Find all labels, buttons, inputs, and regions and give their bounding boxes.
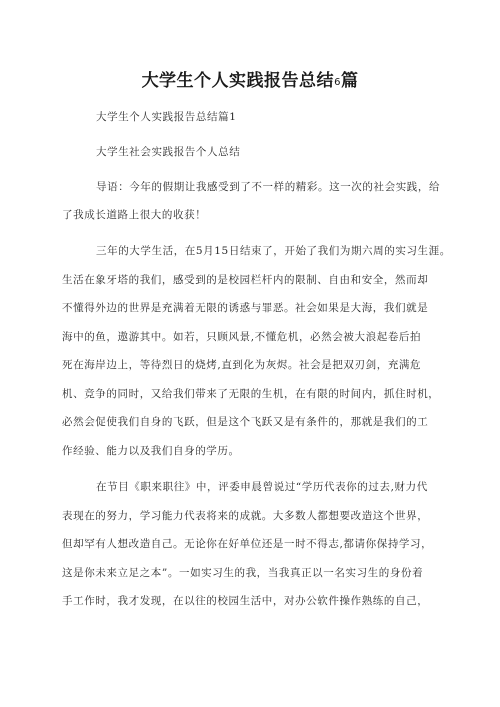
document-title (0, 66, 500, 91)
paragraph-line: 作经验、能力以及我们自身的学历。 (62, 445, 240, 457)
paragraph-line: 但却罕有人想改造自己。无论你在好单位还是一时不得志,都请你保持学习， (62, 538, 433, 550)
title-number: 6 (334, 77, 341, 88)
paragraph-line: 了我成长道路上很大的收获！ (62, 209, 207, 221)
title-main: 大学生个人实践报告总结 (141, 71, 335, 91)
paragraph-line: 不懂得外边的世界是充满着无限的诱惑与罪恶。社会如果是大海，我们就是 (62, 302, 429, 314)
title-suffix: 篇 (340, 71, 359, 91)
paragraph-line: 手工作时，我才发现，在以往的校园生活中，对办公软件操作熟练的自己， (62, 595, 429, 607)
article-title: 大学生社会实践报告个人总结 (96, 146, 241, 158)
paragraph-line: 海中的鱼，遨游其中。如若，只顾风景,不懂危机，必然会被大浪起卷后拍 (62, 331, 422, 343)
paragraph-line: 表现在的努力，学习能力代表将来的成就。大多数人都想要改造这个世界， (62, 510, 429, 522)
section-heading: 大学生个人实践报告总结篇1 (96, 111, 237, 123)
paragraph-line: 必然会促使我们自身的飞跃，但是这个飞跃又是有条件的，那就是我们的工 (62, 416, 429, 428)
paragraph-line: 这是你未来立足之本”。一如实习生的我，当我真正以一名实习生的身份着 (62, 567, 424, 579)
paragraph-line: 三年的大学生活，在5月15日结束了，开始了我们为期六周的实习生涯。 (96, 245, 451, 257)
paragraph-line: 导语：今年的假期让我感受到了不一样的精彩。这一次的社会实践，给 (96, 181, 441, 193)
paragraph-line: 生活在象牙塔的我们，感受到的是校园栏杆内的限制、自由和安全，然而却 (62, 274, 429, 286)
paragraph-line: 死在海岸边上，等待烈日的烧烤,直到化为灰烬。社会是把双刃剑，充满危 (62, 359, 422, 371)
paragraph-line: 机、竞争的同时，又给我们带来了无限的生机，在有限的时间内，抓住时机， (62, 388, 440, 400)
paragraph-line: 在节目《职来职往》中，评委申晨曾说过“学历代表你的过去,财力代 (96, 481, 428, 493)
